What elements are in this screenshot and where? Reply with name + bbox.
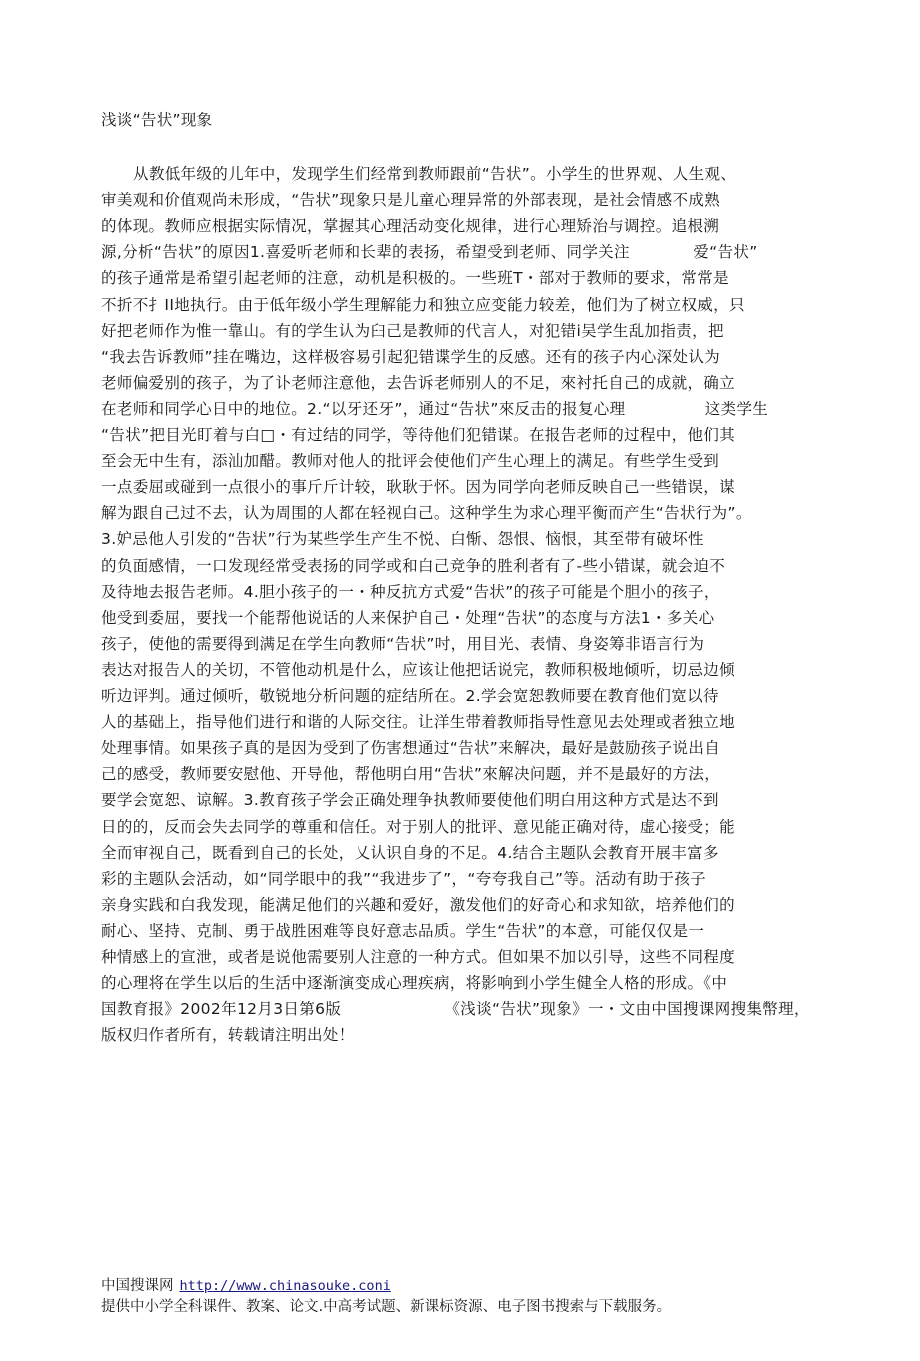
- body-line: 全而审视自己，既看到自己的长处，乂认识自身的不足。4.结合主题队会教育开展丰富多: [101, 843, 719, 862]
- body-line: 耐心、坚持、克制、勇于战胜困难等良好意志品质。学生“告状”的本意，可能仅仅是一: [101, 921, 705, 940]
- body-line: “我去告诉教师”挂在嘴边，这样极容易引起犯错谍学生的反感。还有的孩子内心深处认为: [101, 347, 721, 366]
- body-line: 日的的，反而会失去同学的尊重和信任。对于别人的批评、意见能正确对待，虚心接受；能: [101, 817, 736, 836]
- body-line: 老师偏爱别的孩子，为了讣老师注意他，去告诉老师别人的不足，來衬托自己的成就，确立: [101, 373, 736, 392]
- body-line: 不折不扌II地执行。由于低年级小学生理解能力和独立应变能力较差，他们为了树立权威，只: [101, 295, 745, 314]
- body-line: 亲身实践和白我发现，能满足他们的兴趣和爱好，激发他们的好奇心和求知欲，培养他们的: [101, 895, 736, 914]
- body-line: 己的感受，教师要安慰他、开导他，帮他明白用“告状”來解决问题，并不是最好的方法，: [101, 765, 721, 784]
- body-line: 从教低年级的儿年中，发现学生们经常到教师跟前“告状”。小学生的世界观、人生观、: [133, 165, 737, 183]
- body-line: 的体现。教师应根据实际情况，掌握其心理活动变化规律，进行心理矫治与调控。追根溯: [101, 217, 720, 236]
- body-line: 处理事情。如果孩子真的是因为受到了伤害想通过“告状”来解决，最好是鼓励孩子说出自: [101, 739, 721, 758]
- footer-source-row: [101, 1276, 671, 1297]
- body-line: 表达对报告人的关切，不管他动机是什么，应该让他把话说完，教师积极地倾听，切忌边倾: [101, 660, 736, 679]
- body-line: 要学会宽恕、谅解。3.教育孩子学会正确处理争执教师要使他们明白用这种方式是达不到: [101, 791, 719, 810]
- body-line: 人的基础上，指导他们进行和谐的人际交往。让洋生带着教师指导性意见去处理或者独立地: [101, 713, 736, 732]
- footer-site-name: 中国搜课网: [101, 1278, 174, 1294]
- body-line: 的心理将在学生以后的生活中逐渐演变成心理疾病，将影响到小学生健全人格的形成。《中: [101, 974, 728, 993]
- body-line: 在老师和同学心日中的地位。2.“以牙还牙”，通过“告状”來反击的报复心理 这类学生: [101, 399, 769, 418]
- page-footer: [101, 1276, 671, 1318]
- footer-tagline: 提供中小学全科课件、教案、论文.中高考试题、新课标资源、电子图书搜索与下载服务。: [101, 1299, 672, 1315]
- body-line: “告状”把目光盯着与白□・有过结的同学，等待他们犯错谋。在报告老师的过程中，他们其: [101, 426, 736, 444]
- footer-url-link[interactable]: http://www.chinasouke.coni: [179, 1278, 391, 1294]
- document-title: 浅谈“告状”现象: [101, 111, 213, 129]
- body-line: 的孩子通常是希望引起老师的注意，动机是积极的。一些班T・部对于教师的要求，常常是: [101, 269, 729, 288]
- body-line: 种情感上的宣泄，或者是说他需要别人注意的一种方式。但如果不加以引导，这些不同程度: [101, 948, 736, 966]
- body-line: 的负面感情，一口发现经常受表扬的同学或和白己竞争的胜利者有了-些小错谋，就会迫不: [101, 556, 726, 575]
- body-line: 彩的主题队会活动，如“同学眼中的我”“我进步了”，“夸夸我自己”等。活动有助于孩子: [101, 869, 707, 888]
- body-line: 3.妒忌他人引发的“告状”行为某些学生产生不悦、白惭、怨恨、恼恨，其至带有破坏性: [101, 530, 704, 549]
- body-line: 孩子，使他的需要得到满足在学生向教师“告状”吋，用目光、表情、身姿筹非语言行为: [101, 634, 705, 653]
- body-line: 解为跟自己过不去，认为周围的人都在轻视白己。这种学生为求心理平衡而产生“告状行为”。: [101, 504, 752, 523]
- body-line: 源,分析“告状”的原因1.喜爱听老师和长辈的表扬，希望受到老师、同学关注 爱“告状”: [101, 243, 758, 262]
- body-line: 及待地去报告老师。4.胆小孩子的一・种反抗方式爱“告状”的孩子可能是个胆小的孩子，: [101, 582, 720, 601]
- body-line: 至会无中生有，添汕加醋。教师对他人的批评会使他们产生心理上的满足。有些学生受到: [101, 452, 720, 471]
- body-line: 国教育报》2002年12月3日第6版 《浅谈“告状”现象》一・文由中国搜课网搜集幣理，: [101, 1000, 810, 1019]
- body-line: 好把老师作为惟一靠山。有的学生认为臼己是教师的代言人，对犯错i吴学生乱加指责，把: [101, 321, 724, 340]
- body-line: 听边评判。通过倾听，敬锐地分析问题的症结所在。2.学会宽恕教师要在教育他们宽以待: [101, 687, 719, 705]
- body-line: 审美观和价值观尚未形成，“告状”现象只是儿童心理异常的外部表现，是社会情感不成熟: [101, 191, 721, 210]
- body-line: 一点委屈或碰到一点很小的事斤斤计较，耿耿于怀。因为同学向老师反映自己一些错误，谋: [101, 478, 736, 497]
- body-line: 他受到委屈，要找一个能帮他说话的人来保护自己・处理“告状”的态度与方法1・多关心: [101, 608, 715, 627]
- body-line: 版权归作者所有，转载请注明出处！: [101, 1026, 355, 1045]
